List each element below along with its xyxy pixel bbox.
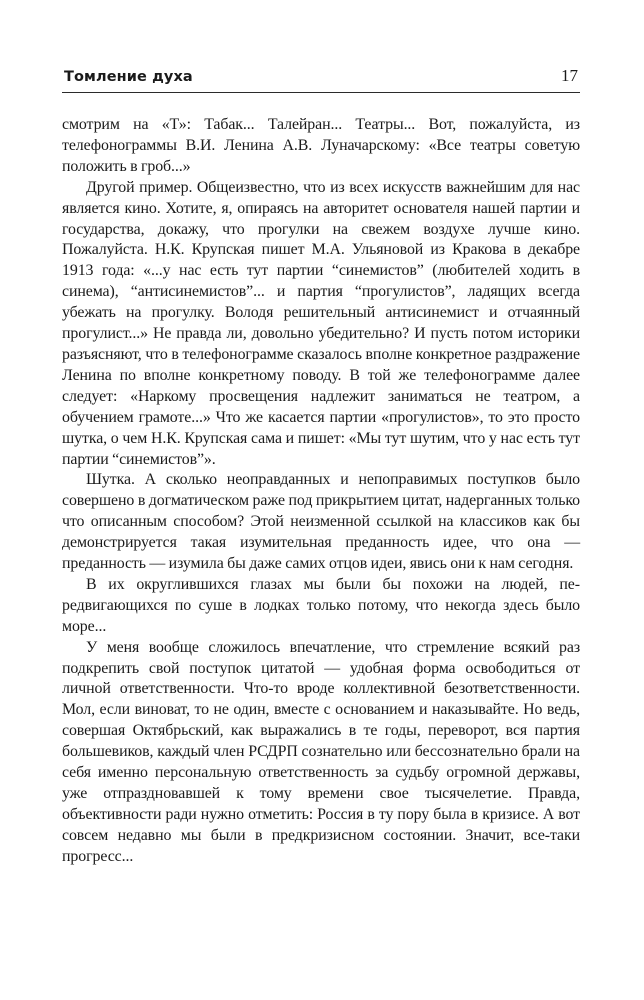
body-text (62, 115, 580, 868)
paragraph: смотрим на «Т»: Табак... Талейран... Театры... Вот, пожалуйста, из телефонограммы В.И. Ленина А.В. Луначарскому: «Все театры советую положить в гроб...» (62, 116, 580, 175)
paragraph: У меня вообще сложилось впечатление, что стремление всякий раз подкрепить свой поступок цитатой — удобная форма освободиться от личной ответственности. Что-то вроде коллективной безответственности. Мол, если виноват, то не один, вместе с основанием и наказывайте. Но ведь, совершая Октябрьский, как выражались в те годы, переворот, вся партия большевиков, каждый член РСДРП сознательно или бессознательно брали на себя именно персональную ответственность за судьбу огромной державы, уже отпраздновавшей к тому времени свое тысячелетие. Правда, объективности ради нужно отметить: Россия в ту пору была в кризисе. А вот совсем недавно мы были в предкризисном состоянии. Значит, все-таки прогресс... (62, 638, 580, 865)
paragraph: Другой пример. Общеизвестно, что из всех искусств важнейшим для нас является кино. Хотите, я, опираясь на авторитет основателя нашей партии и государства, докажу, что прогулки на свежем воздухе лучше кино. Пожалуйста. Н.К. Крупская пишет М.А. Ульяновой из Кракова в декабре 1913 года: «...у нас есть тут партии “синемистов” (любителей ходить в синема), “антисинемистов”... и партия “прогулистов”, ладящих всегда убежать на прогулку. Володя решительный антисинемист и отчаянный прогулист...» Не правда ли, довольно убедительно? И пусть потом историки разъясняют, что в телефонограмме сказалось вполне конкретное раздражение Ленина по вполне конкретному поводу. В той же телефонограмме далее следует: «Наркому просвещения надлежит заниматься не театром, а обучением грамоте...» Что же касается партии «прогулистов», то это просто шутка, о чем Н.К. Крупская сама и пишет: «Мы тут шутим, что у нас есть тут партии “синемистов”». (62, 178, 580, 468)
paragraph: Шутка. А сколько неоправданных и непоправимых поступков было совершено в догматическом раже под прикрытием цитат, надерганных только что описанным способом? Этой неизменной ссылкой на классиков как бы демонстрируется такая изумительная преданность идее, что она — преданность — изумила бы даже самих отцов идеи, явись они к нам сегодня. (62, 471, 580, 573)
running-header (62, 62, 580, 93)
chapter-title: Томление духа (64, 69, 193, 85)
book-page (62, 62, 580, 868)
page-number: 17 (561, 66, 578, 85)
paragraph: В их округлившихся глазах мы были бы похожи на людей, передвигающихся по суше в лодках только потому, что некогда здесь было море... (62, 575, 580, 635)
